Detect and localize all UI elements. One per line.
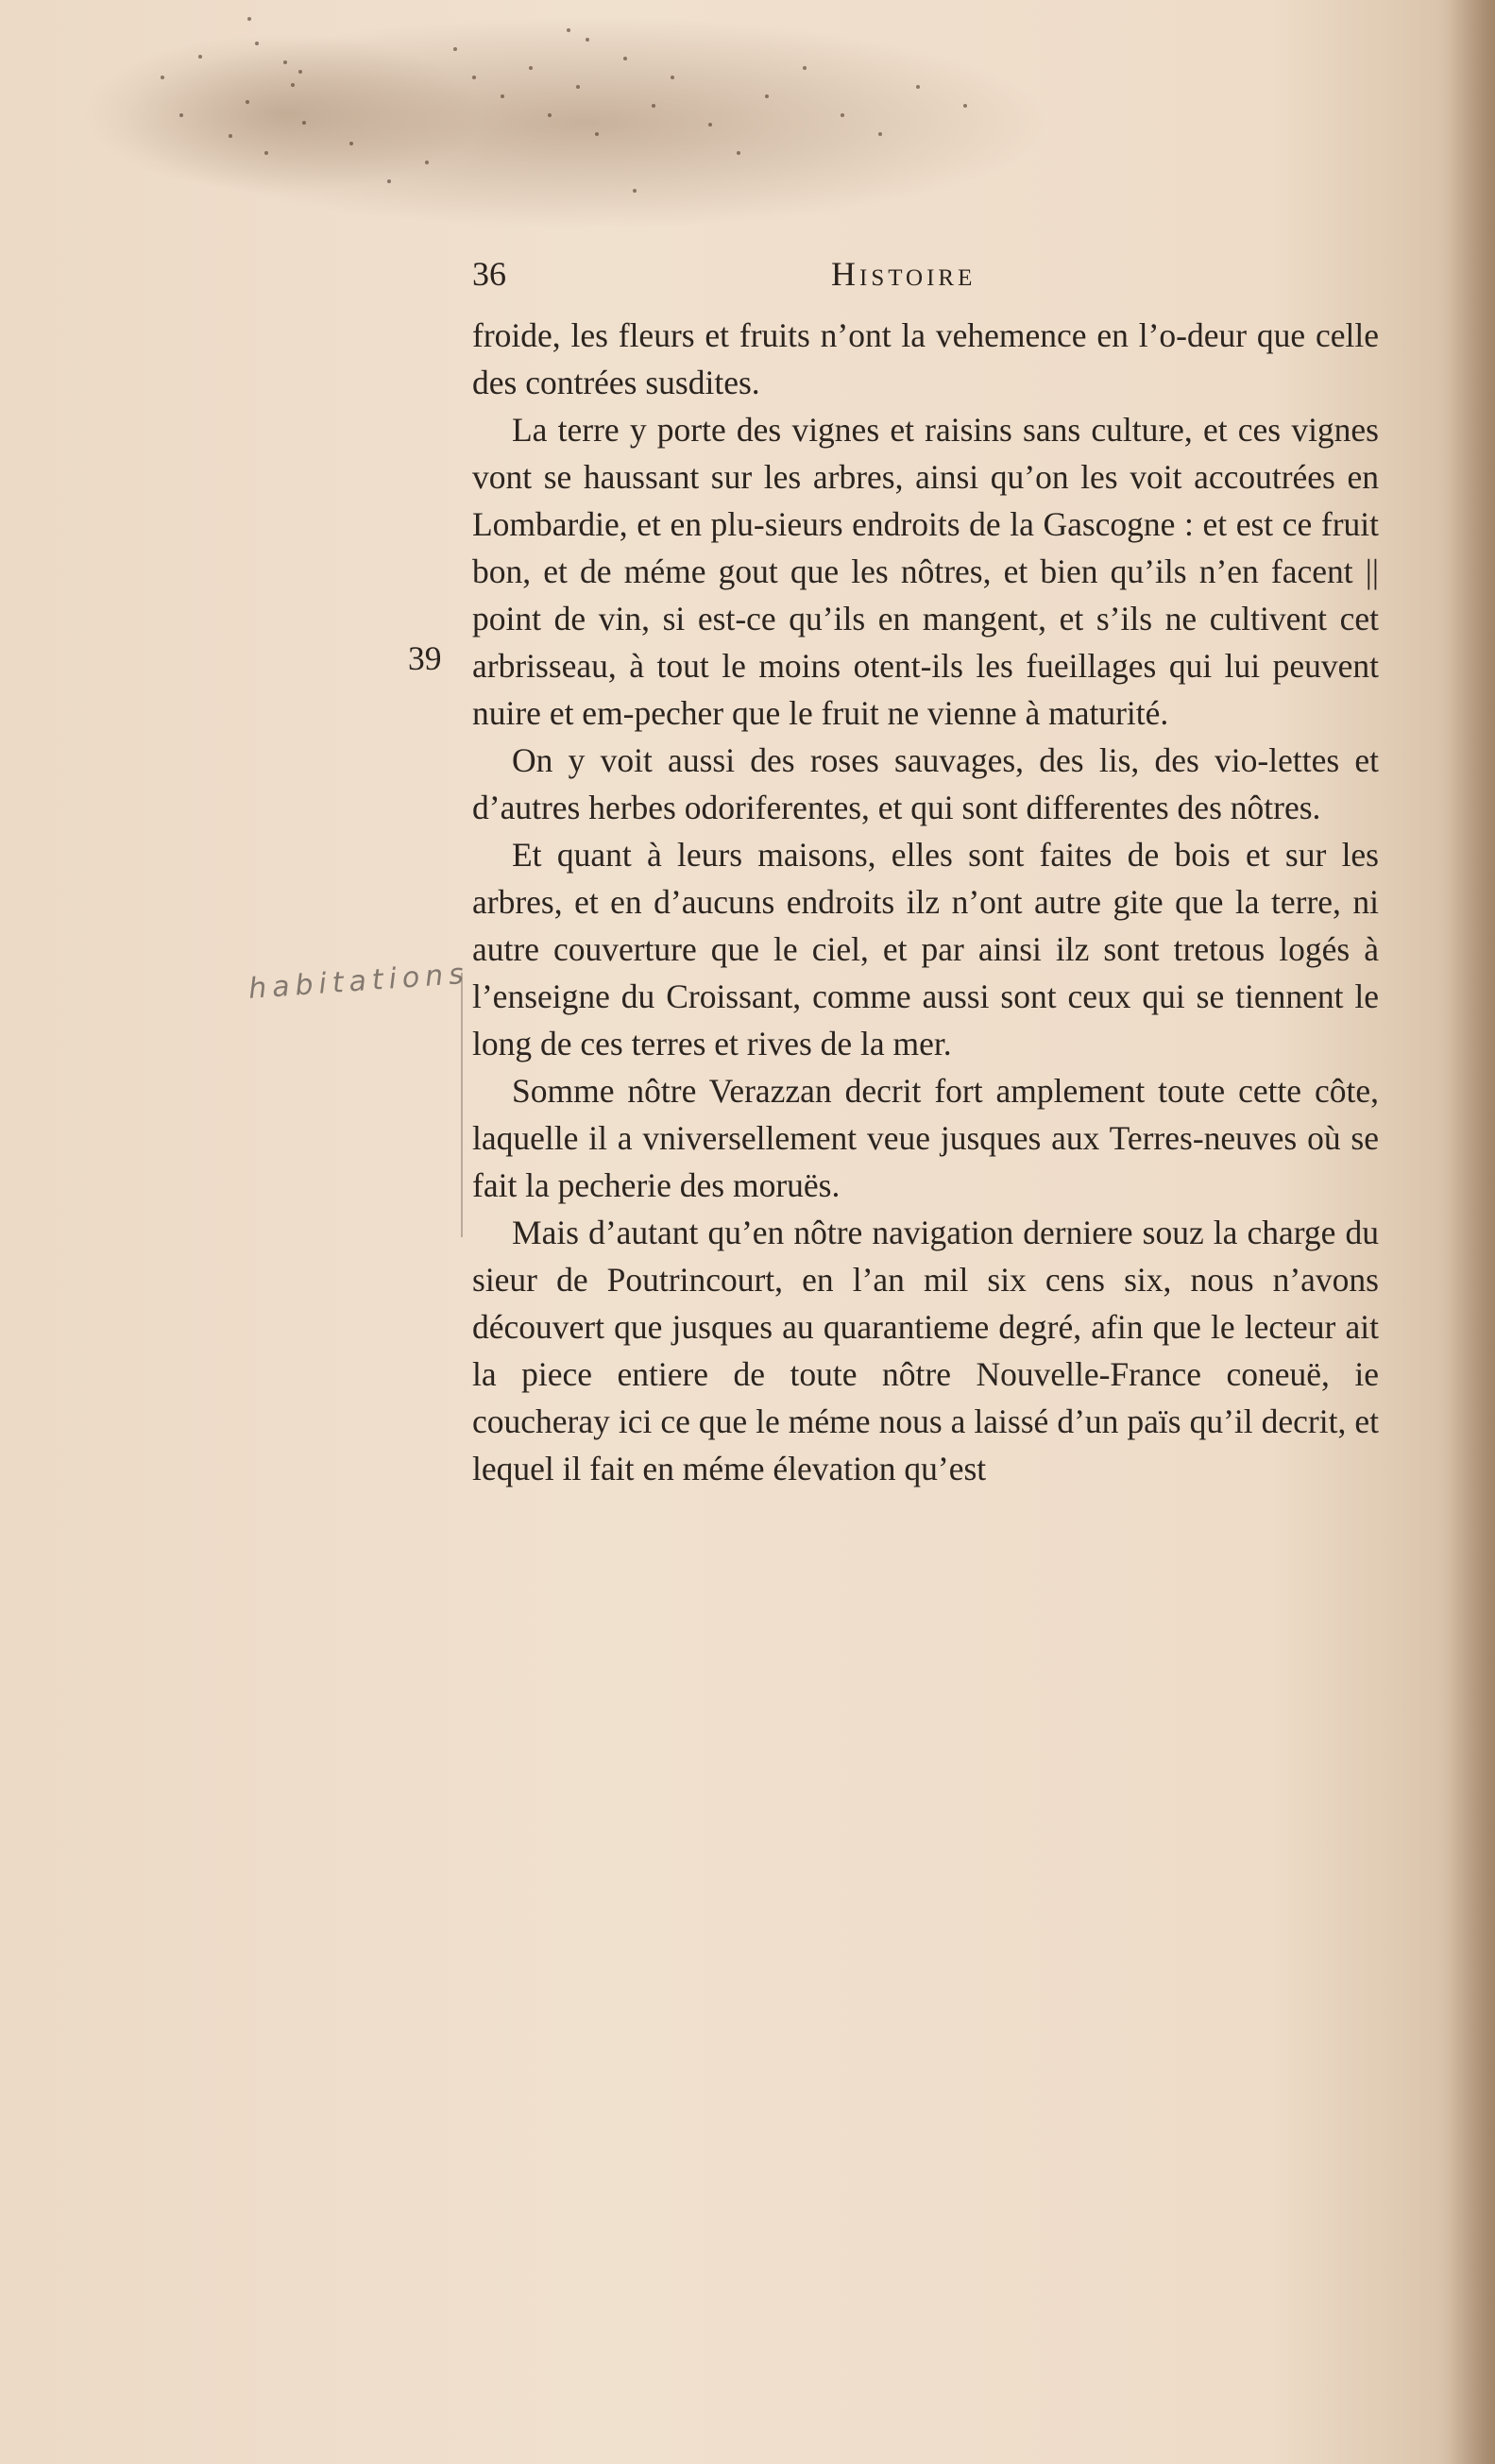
paragraph: On y voit aussi des roses sauvages, des lis, des vio-lettes et d’autres herbes odoriferentes, et qui sont differentes des nôtres. xyxy=(472,741,1379,826)
paragraph: froide, les fleurs et fruits n’ont la vehemence en l’o-deur que celle des contrées susdites. xyxy=(472,316,1379,401)
margin-bracket-line xyxy=(461,973,463,1237)
page-edge-shadow xyxy=(1438,0,1495,2464)
handwritten-margin-note: habitations xyxy=(247,957,470,1006)
page-number: 36 xyxy=(472,255,506,293)
body-text xyxy=(472,312,1379,1492)
running-head xyxy=(472,247,1369,304)
page-heading: Histoire xyxy=(831,255,977,293)
paragraph: La terre y porte des vignes et raisins sans culture, et ces vignes vont se haussant sur les arbres, ainsi qu’on les voit accoutrées en Lombardie, et en plu-sieurs endroits de la Gascogne : et est ce fruit bon, et de méme gout que les nôtres, et bien qu’ils n’en facent || point de vin, si est-ce qu’ils en mangent, et s’ils ne cultivent cet arbrisseau, à tout le moins otent-ils les fueillages qui lui peuvent nuire et em-pecher que le fruit ne vienne à maturité. xyxy=(472,411,1379,732)
paragraph: Mais d’autant qu’en nôtre navigation derniere souz la charge du sieur de Poutrincourt, en l’an mil six cens six, nous n’avons découvert que jusques au quarantieme degré, afin que le lecteur ait la piece entiere de toute nôtre Nouvelle-France coneuë, ie coucheray ici ce que le méme nous a laissé d’un païs qu’il decrit, et lequel il fait en méme élevation qu’est xyxy=(472,1214,1379,1487)
paragraph: Somme nôtre Verazzan decrit fort amplement toute cette côte, laquelle il a vniversellement veue jusques aux Terres-neuves où se fait la pecherie des moruës. xyxy=(472,1072,1379,1204)
original-page-marker: 39 xyxy=(408,639,442,677)
paragraph: Et quant à leurs maisons, elles sont faites de bois et sur les arbres, et en d’aucuns endroits ilz n’ont autre gite que la terre, ni autre couverture que le ciel, et par ainsi ilz sont tretous logés à l’enseigne du Croissant, comme aussi sont ceux qui se tiennent le long de ces terres et rives de la mer. xyxy=(472,836,1379,1062)
foxing-stains xyxy=(142,9,1133,236)
